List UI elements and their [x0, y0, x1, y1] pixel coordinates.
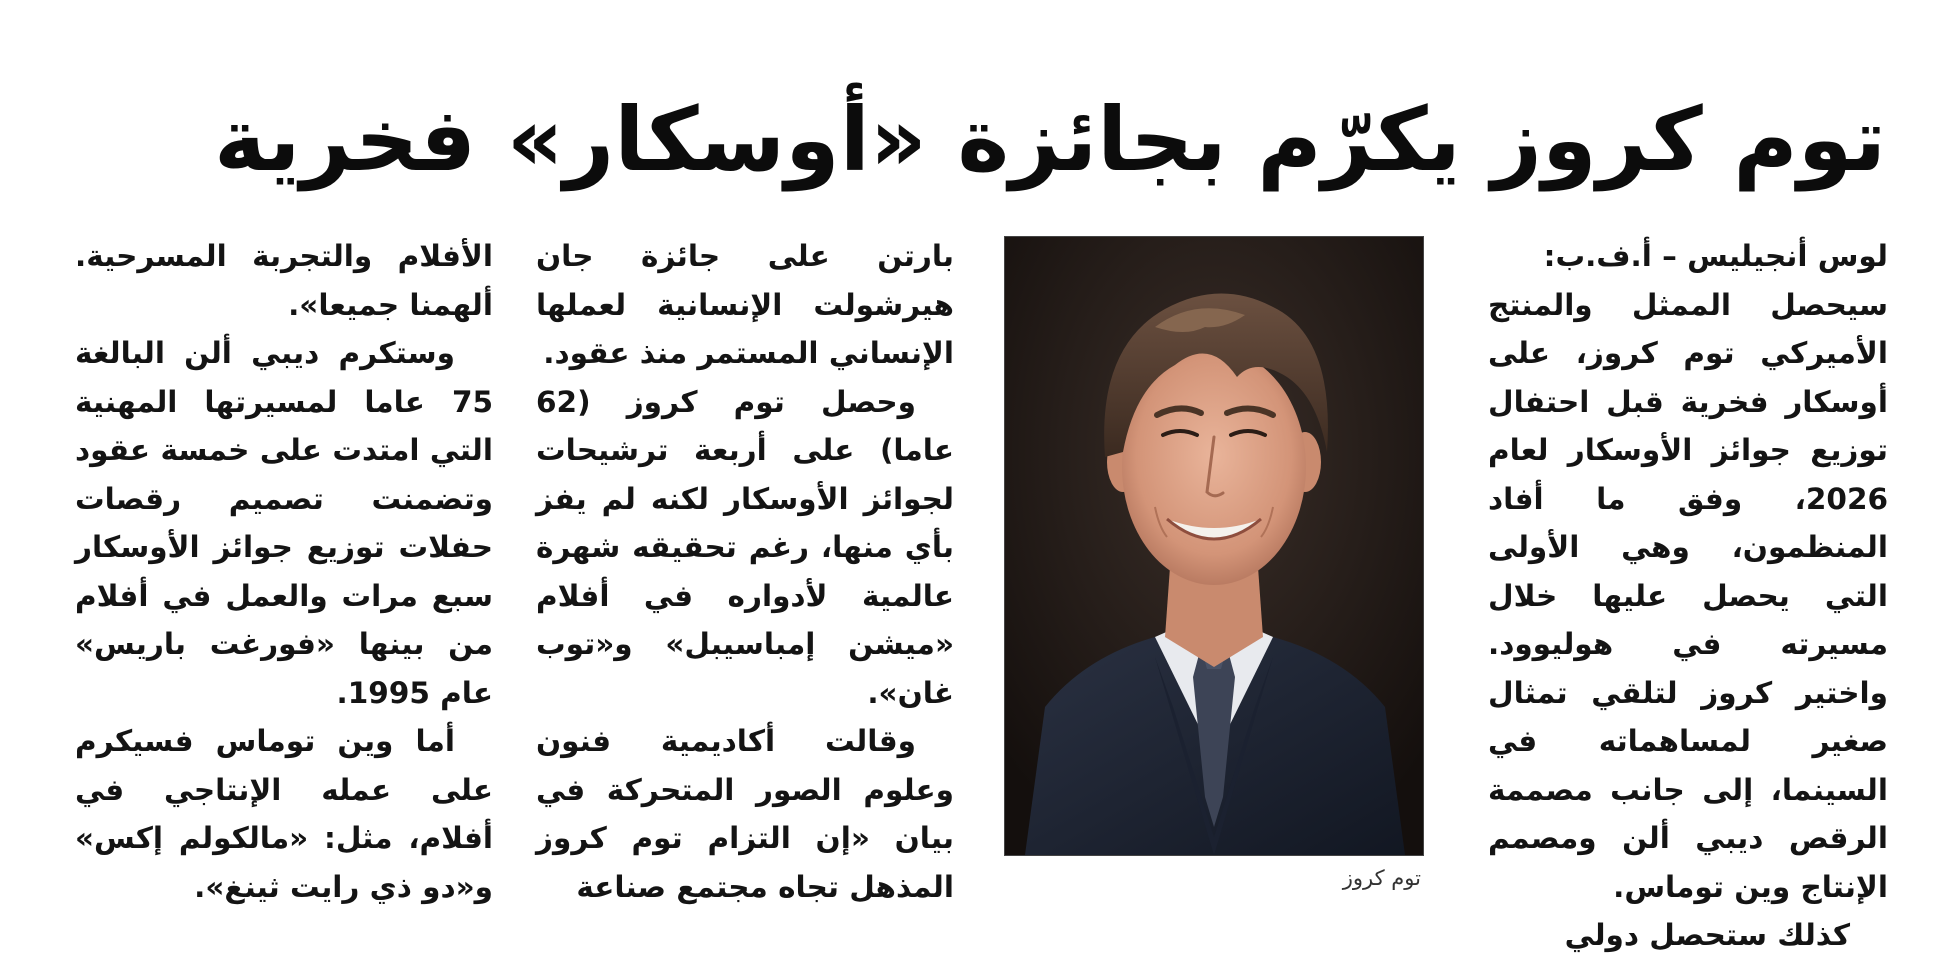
photo-caption: توم كروز — [1342, 866, 1421, 890]
paragraph: أما وين توماس فسيكرم على عمله الإنتاجي في أفلام، مثل: «مالكولم إكس» و«دو ذي رايت ثينغ». — [75, 724, 493, 904]
paragraph: وقالت أكاديمية فنون وعلوم الصور المتحركة في بيان «إن التزام توم كروز المذهل تجاه مجتمع صناعة — [536, 724, 954, 904]
portrait-photo — [1005, 237, 1423, 855]
paragraph: كذلك ستحصل دولي — [1564, 918, 1850, 952]
paragraph: سيحصل الممثل والمنتج الأميركي توم كروز، على أوسكار فخرية قبل احتفال توزيع جوائز الأوسكار لعام 2026، وفق ما أفاد المنظمون، وهي الأولى التي يحصل عليها خلال مسيرته في هوليوود. واختير كروز لتلقي تمثال صغير لمساهماته في السينما، إلى جانب مصممة الرقص ديبي ألن ومصمم الإنتاج وين توماس. — [1488, 287, 1888, 904]
paragraph: بارتن على جائزة جان هيرشولت الإنسانية لعملها الإنساني المستمر منذ عقود. — [536, 239, 954, 370]
article-column-1 — [1488, 232, 1888, 960]
paragraph: وحصل توم كروز (62 عاما) على أربعة ترشيحات لجوائز الأوسكار لكنه لم يفز بأي منها، رغم تحقيقه شهرة عالمية لأدواره في أفلام «ميشن إمباسيبل» و«توب غان». — [536, 384, 954, 710]
article-photo — [1004, 236, 1424, 856]
dateline: لوس أنجيليس – أ.ف.ب: — [1543, 239, 1888, 273]
article-column-3 — [75, 232, 493, 911]
headline: توم كروز يكرّم بجائزة «أوسكار» فخرية — [213, 87, 1886, 191]
paragraph: وستكرم ديبي ألن البالغة 75 عاما لمسيرتها المهنية التي امتدت على خمسة عقود وتضمنت تصميم رقصات حفلات توزيع جوائز الأوسكار سبع مرات والعمل في أفلام من بينها «فورغت باريس» عام 1995. — [75, 336, 493, 710]
article-column-2 — [536, 232, 954, 911]
paragraph: الأفلام والتجربة المسرحية. ألهمنا جميعا». — [75, 239, 493, 322]
